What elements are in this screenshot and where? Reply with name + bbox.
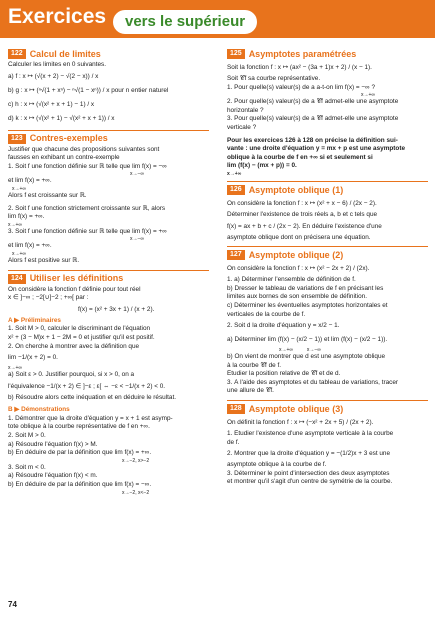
limit-subscript: x→+∞ <box>12 250 26 257</box>
limit-subscript: x→−∞ <box>130 236 144 243</box>
math-line: a) Déterminer lim (f(x) − (x/2 − 1)) et lim (f(x) − (x/2 − 1)). <box>227 336 388 344</box>
exercise-title: Utiliser les définitions <box>29 273 124 284</box>
text-line: On considère la fonction f définie pour tout réel <box>8 285 141 293</box>
text-line: 1. Soit M > 0, calculer le discriminant de l'équation <box>8 325 151 333</box>
text-line: b) Résoudre alors cette inéquation et en déduire le résultat. <box>8 393 177 401</box>
text-line: Calculer les limites en 0 suivantes. <box>8 61 107 68</box>
text-line: x ∈ ]−∞ ; −2[∪]−2 ; +∞[ par : <box>8 294 89 302</box>
text-line: horizontale ? <box>227 106 264 114</box>
exercise-number: 126 <box>227 185 245 195</box>
text-line: b) Dresser le tableau de variations de f en précisant les <box>227 284 384 292</box>
text-line: Soit 𝒞f sa courbe représentative. <box>227 75 321 82</box>
limit-subscript: x→−∞ <box>130 171 144 178</box>
math-line: b) g : x ↦ (ⁿ√(1 + xⁿ) − ⁿ√(1 − xⁿ)) / x pour n entier naturel <box>8 86 169 94</box>
math-line: f(x) = (x² + 3x + 1) / (x + 2). <box>78 305 155 313</box>
math-line: 2. Soit d la droite d'équation y = x/2 − 1. <box>227 322 340 330</box>
limit-subscript: x→+∞ x→−∞ <box>279 347 321 354</box>
text-line: verticale ? <box>227 123 257 131</box>
text-line: 3. À l'aide des asymptotes et du tableau de variations, tracer <box>227 378 399 386</box>
exercise-127-header <box>227 250 428 260</box>
page-header <box>0 0 435 38</box>
text-line: Déterminer l'existence de trois réels a, b et c tels que <box>227 210 378 218</box>
definition-note: oblique à la courbe de f en +∞ si et seulement si <box>227 153 373 161</box>
math-line: 2. Montrer que la droite d'équation y = −(1/2)x + 3 est une <box>227 450 391 458</box>
text-line: et lim f(x) = +∞. <box>8 242 52 250</box>
text-line: Alors f est croissante sur ℝ. <box>8 191 87 199</box>
exercise-126-header <box>227 185 428 195</box>
text-line: asymptote oblique à la courbe de f. <box>227 461 327 469</box>
text-line: a) Soit ε > 0. Justifier pourquoi, si x > 0, on a <box>8 371 135 379</box>
text-line: verticales de la courbe de f. <box>227 310 306 318</box>
text-line: x² + (3 − M)x + 1 − 2M = 0 et justifier qu'il est positif. <box>8 333 155 341</box>
limit-subscript: x→−2, x>−2 <box>122 457 150 464</box>
text-line: Alors f est positive sur ℝ. <box>8 256 80 264</box>
math-line: On considère la fonction f : x ↦ (x² + x − 6) / (2x − 2). <box>227 199 377 207</box>
exercise-number: 127 <box>227 250 245 260</box>
text-line: 2. Pour quelle(s) valeur(s) de a 𝒞f admet-elle une asymptote <box>227 98 399 106</box>
text-line: limites aux bornes de son ensemble de définition. <box>227 293 367 301</box>
limit-subscript: x→+∞ <box>227 170 242 177</box>
text-line: a) Résoudre l'équation f(x) > M. <box>8 440 98 448</box>
text-line: 1. Pour quelle(s) valeur(s) de a a-t-on lim f(x) = −∞ ? <box>227 83 376 91</box>
limit-subscript: x→+∞ <box>8 221 22 228</box>
text-line: Justifier que chacune des propositions suivantes sont <box>8 145 160 153</box>
text-line: une allure de 𝒞f. <box>227 387 274 395</box>
math-line: c) h : x ↦ (√(x² + x + 1) − 1) / x <box>8 100 95 108</box>
definition-note: vante : une droite d'équation y = mx + p est une asymptote <box>227 145 406 153</box>
divider <box>227 246 428 247</box>
text-line: 1. Démontrer que la droite d'équation y = x + 1 est asymp- <box>8 414 173 422</box>
text-line: 1. Soit f une fonction définie sur ℝ telle que lim f(x) = −∞ <box>8 162 167 170</box>
exercise-number: 128 <box>227 404 245 414</box>
text-line: et lim f(x) = +∞. <box>8 177 52 185</box>
math-line: On considère la fonction f : x ↦ (x² − 2x + 2) / (2x). <box>227 265 370 273</box>
text-line: b) En déduire de par la définition que lim f(x) = −∞. <box>8 481 152 489</box>
exercise-125-header <box>227 49 428 59</box>
text-line: 2. Soit M > 0. <box>8 432 46 440</box>
text-line: 3. Soit m < 0. <box>8 463 46 471</box>
header-badge: vers le supérieur <box>113 10 257 34</box>
text-line: de f. <box>227 438 240 446</box>
math-line: d) k : x ↦ (√(x² + 1) − √(x² + x + 1)) / x <box>8 114 115 122</box>
section-title: B ▶ Démonstrations <box>8 406 70 414</box>
text-line: fausses en exhibant un contre-exemple <box>8 154 120 162</box>
text-line: Étudier la position relative de 𝒞f et de d. <box>227 370 341 378</box>
exercise-number: 124 <box>8 274 26 284</box>
definition-note: lim (f(x) − (mx + p)) = 0. <box>227 162 297 170</box>
limit-subscript: x→+∞ <box>12 185 26 192</box>
math-line: l'équivalence −1/(x + 2) ∈ ]−ε ; ε[ ⇔ −ε < −1/(x + 2) < 0. <box>8 382 166 390</box>
text-line: et montrer qu'il s'agit d'un centre de symétrie de la courbe. <box>227 478 393 486</box>
right-column <box>227 46 428 487</box>
page-number: 74 <box>8 600 17 609</box>
divider <box>8 270 209 271</box>
divider <box>8 130 209 131</box>
text-line: b) En déduire de par la définition que lim f(x) = +∞. <box>8 449 152 457</box>
text-line: à la courbe 𝒞f de f. <box>227 361 282 369</box>
exercise-124-header <box>8 274 209 284</box>
section-title: A ▶ Préliminaires <box>8 316 61 324</box>
text-line: 2. Soit f une fonction strictement croissante sur ℝ, alors <box>8 204 166 212</box>
exercise-number: 122 <box>8 49 26 59</box>
exercise-title: Asymptote oblique (1) <box>248 184 344 195</box>
exercise-title: Asymptote oblique (3) <box>248 403 344 414</box>
text-line: 3. Déterminer le point d'intersection des deux asymptotes <box>227 469 390 477</box>
definition-note: Pour les exercices 126 à 128 on précise la définition sui- <box>227 136 398 144</box>
text-line: 1. Étudier l'existence d'une asymptote verticale à la courbe <box>227 430 394 438</box>
exercise-title: Contres-exemples <box>29 133 108 144</box>
math-line: lim −1/(x + 2) = 0. <box>8 354 58 362</box>
text-line: lim f(x) = +∞. <box>8 213 45 221</box>
divider <box>227 400 428 401</box>
math-line: a) f : x ↦ (√(x + 2) − √(2 − x)) / x <box>8 72 99 80</box>
limit-subscript: x→−2, x<−2 <box>122 489 150 496</box>
limit-subscript: x→+∞ <box>8 365 22 372</box>
math-line: On définit la fonction f : x ↦ (−x² + 2x + 5) / (2x + 2). <box>227 419 374 427</box>
exercise-122-header <box>8 49 209 59</box>
text-line: c) Déterminer les éventuelles asymptotes horizontales et <box>227 301 388 309</box>
exercise-number: 123 <box>8 134 26 144</box>
exercise-title: Asymptotes paramétrées <box>248 48 357 59</box>
exercise-number: 125 <box>227 49 245 59</box>
text-line: 2. On cherche à montrer avec la définition que <box>8 342 140 350</box>
exercise-title: Calcul de limites <box>29 48 101 59</box>
exercise-title: Asymptote oblique (2) <box>248 249 344 260</box>
text-line: b) On vient de montrer que d est une asymptote oblique <box>227 353 386 361</box>
exercise-123-header <box>8 134 209 144</box>
limit-subscript: x→+∞ <box>361 92 375 99</box>
left-column <box>8 46 209 496</box>
math-line: Soit la fonction f : x ↦ (ax² − (3a + 1)x + 2) / (x − 1). <box>227 64 372 71</box>
exercise-128-header <box>227 404 428 414</box>
text-line: 3. Pour quelle(s) valeur(s) de a 𝒞f admet-elle une asymptote <box>227 115 399 123</box>
math-line: f(x) = ax + b + c / (2x − 2). En déduire l'existence d'une <box>227 222 382 230</box>
divider <box>227 181 428 182</box>
text-line: 3. Soit f une fonction définie sur ℝ telle que lim f(x) = +∞ <box>8 227 167 235</box>
text-line: tote oblique à la courbe représentative de f en +∞. <box>8 423 150 431</box>
text-line: 1. a) Déterminer l'ensemble de définition de f. <box>227 276 356 284</box>
text-line: asymptote oblique dont on précisera une équation. <box>227 233 371 241</box>
text-line: a) Résoudre l'équation f(x) < m. <box>8 472 98 480</box>
header-title: Exercices <box>8 5 107 28</box>
